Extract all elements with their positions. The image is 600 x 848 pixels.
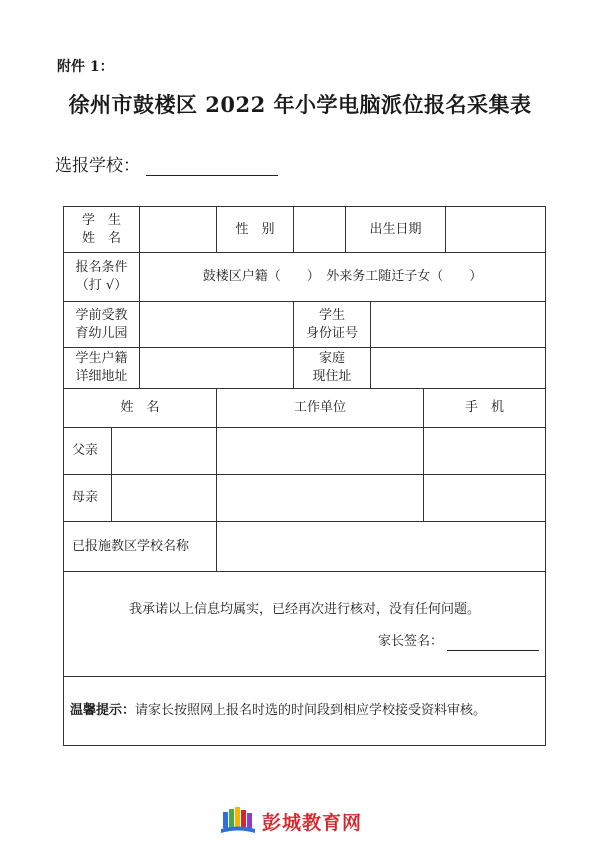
form-title: 徐州市鼓楼区 2022 年小学电脑派位报名采集表 xyxy=(68,92,532,117)
household-address-label: 学生户籍 详细地址 xyxy=(64,348,140,389)
school-select-row xyxy=(55,151,278,176)
mother-label: 母亲 xyxy=(64,475,112,522)
applied-school-label: 已报施教区学校名称 xyxy=(64,522,217,572)
mother-phone-field[interactable] xyxy=(424,475,546,522)
id-number-field[interactable] xyxy=(371,302,546,348)
student-name-label: 学 生 姓 名 xyxy=(64,207,140,253)
father-name-field[interactable] xyxy=(112,428,217,475)
student-name-field[interactable] xyxy=(140,207,217,253)
id-number-label: 学生 身份证号 xyxy=(294,302,371,348)
home-address-field[interactable] xyxy=(371,348,546,389)
father-work-field[interactable] xyxy=(217,428,424,475)
gender-field[interactable] xyxy=(294,207,346,253)
home-address-label: 家庭 现住址 xyxy=(294,348,371,389)
birth-date-label: 出生日期 xyxy=(346,207,446,253)
signature-blank[interactable] xyxy=(447,635,539,651)
work-unit-header: 工作单位 xyxy=(217,389,424,428)
condition-options[interactable]: 鼓楼区户籍（ ） 外来务工随迁子女（ ） xyxy=(140,253,546,302)
birth-date-field[interactable] xyxy=(446,207,546,253)
pledge-section xyxy=(64,572,546,677)
school-select-blank[interactable] xyxy=(146,157,278,176)
registration-table xyxy=(63,206,546,746)
household-address-field[interactable] xyxy=(140,348,294,389)
logo-text: 彭城教育网 xyxy=(262,811,363,834)
signature-row xyxy=(378,633,539,651)
mother-work-field[interactable] xyxy=(217,475,424,522)
tip-text: 请家长按照网上报名时选的时间段到相应学校接受资料审核。 xyxy=(135,703,487,718)
phone-header: 手 机 xyxy=(424,389,546,428)
gender-label: 性 别 xyxy=(217,207,294,253)
attachment-label: 附件 1： xyxy=(57,59,114,75)
tip-label: 温馨提示： xyxy=(70,703,136,718)
pledge-text: 我承诺以上信息均属实，已经再次进行核对，没有任何问题。 xyxy=(129,602,481,617)
signature-label: 家长签名： xyxy=(378,634,444,649)
applied-school-field[interactable] xyxy=(217,522,546,572)
father-phone-field[interactable] xyxy=(424,428,546,475)
mother-name-field[interactable] xyxy=(112,475,217,522)
book-logo-icon xyxy=(220,806,256,836)
tip-section xyxy=(64,677,546,746)
preschool-field[interactable] xyxy=(140,302,294,348)
parent-name-header: 姓 名 xyxy=(64,389,217,428)
school-select-label: 选报学校： xyxy=(55,156,140,176)
preschool-label: 学前受教 育幼儿园 xyxy=(64,302,140,348)
father-label: 父亲 xyxy=(64,428,112,475)
site-logo xyxy=(220,806,362,836)
condition-label: 报名条件 （打 √） xyxy=(64,253,140,302)
